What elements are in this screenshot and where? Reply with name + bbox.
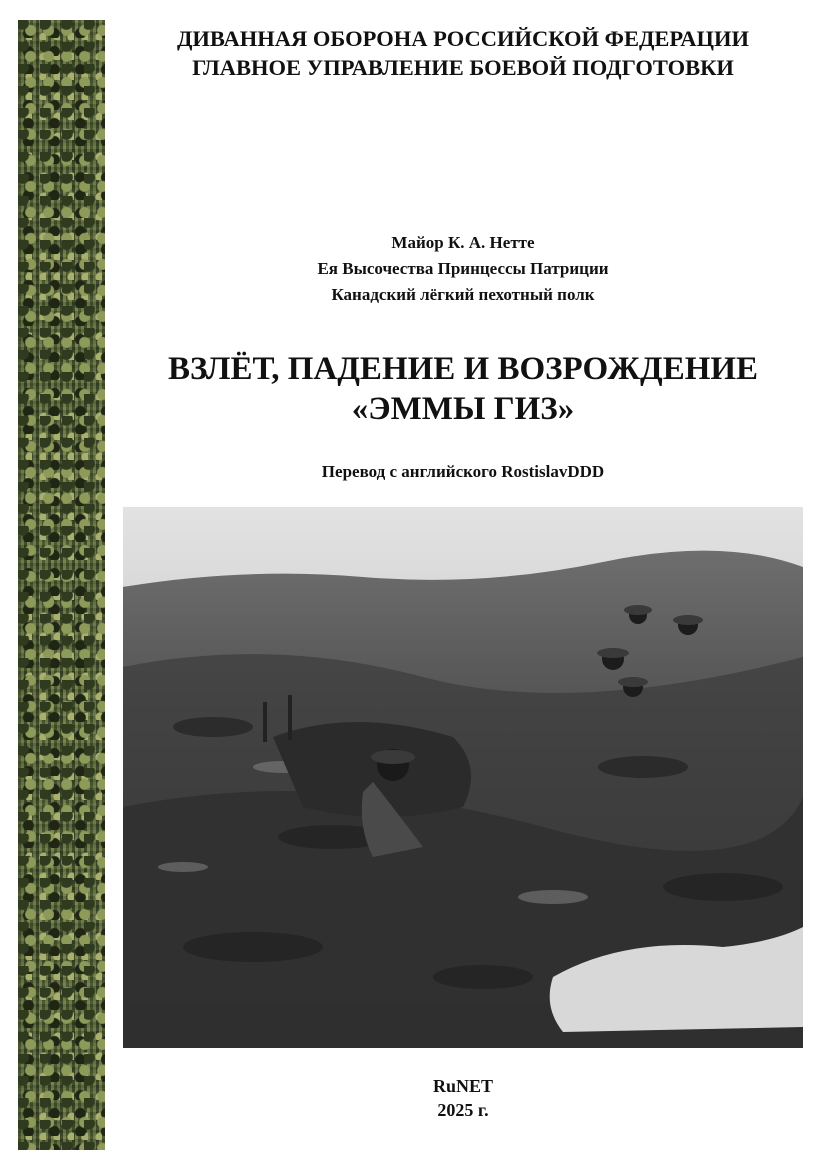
author-name: Майор К. А. Нетте [391,233,535,252]
publication-year: 2025 г. [437,1100,489,1120]
author-unit-line1: Ея Высочества Принцессы Патриции [317,259,609,278]
title-line1: ВЗЛЁТ, ПАДЕНИЕ И ВОЗРОЖДЕНИЕ [167,351,759,387]
book-title [118,349,808,429]
camouflage-spine [18,20,105,1150]
publisher: RuNET [432,1076,494,1096]
battlefield-photo [123,507,803,1048]
imprint [118,1074,808,1122]
title-line2: «ЭММЫ ГИЗ» [351,391,575,427]
organization-name: ДИВАННАЯ ОБОРОНА РОССИЙСКОЙ ФЕДЕРАЦИИ [176,26,750,51]
author-unit-line2: Канадский лёгкий пехотный полк [331,285,595,304]
organization-header [118,24,808,82]
translation-credit: Перевод с английского RostislavDDD [321,462,605,481]
author-block [118,230,808,308]
department-name: ГЛАВНОЕ УПРАВЛЕНИЕ БОЕВОЙ ПОДГОТОВКИ [192,55,734,80]
